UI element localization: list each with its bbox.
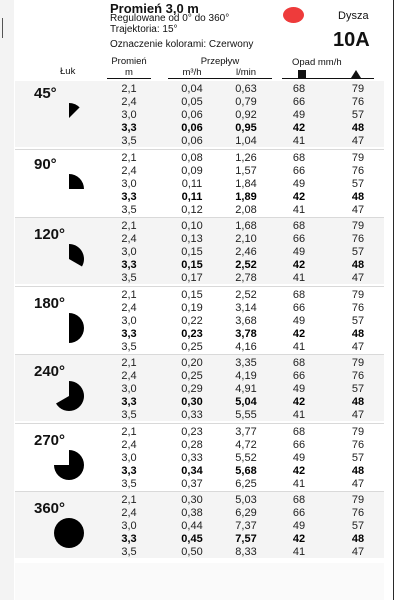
precipitation-column-header: Opad mm/h [292, 57, 342, 68]
flow-lmin-cell: 2,78 [235, 272, 257, 284]
flow-m3h-cell: 0,22 [181, 315, 203, 327]
flow-m3h-cell: 0,50 [181, 546, 203, 558]
flow-lmin-cell: 2,10 [235, 233, 257, 245]
precip-square-cell: 41 [292, 135, 306, 147]
precip-square-cell: 68 [292, 289, 306, 301]
radius-cell: 2,4 [121, 302, 137, 314]
precip-square-cell: 42 [292, 465, 306, 477]
radius-cell: 3,5 [121, 409, 137, 421]
arc-sector-graphic [52, 379, 86, 413]
flow-lmin-cell: 8,33 [235, 546, 257, 558]
square-icon [298, 70, 306, 78]
precip-triangle-cell: 79 [351, 152, 365, 164]
radius-cell: 3,3 [121, 122, 137, 134]
radius-cell: 3,0 [121, 520, 137, 532]
radius-header-rule [107, 78, 151, 79]
precip-square-cell: 66 [292, 507, 306, 519]
flow-lmin-cell: 3,77 [235, 426, 257, 438]
flow-lmin-cell: 6,25 [235, 478, 257, 490]
precip-square-cell: 66 [292, 439, 306, 451]
arc-column-header: Łuk [60, 66, 76, 77]
precip-triangle-cell: 48 [351, 533, 365, 545]
arc-label: 90° [34, 156, 57, 173]
precip-triangle-cell: 48 [351, 191, 365, 203]
radius-cell: 2,1 [121, 426, 137, 438]
precip-square-cell: 42 [292, 122, 306, 134]
precip-square-cell: 41 [292, 272, 306, 284]
precip-square-cell: 42 [292, 191, 306, 203]
precip-triangle-cell: 48 [351, 122, 365, 134]
precip-triangle-cell: 47 [351, 272, 365, 284]
flow-lmin-cell: 5,55 [235, 409, 257, 421]
arc-sector-shape [54, 518, 84, 548]
radius-cell: 3,5 [121, 135, 137, 147]
radius-cell: 3,5 [121, 204, 137, 216]
precip-triangle-cell: 79 [351, 83, 365, 95]
radius-cell: 3,0 [121, 383, 137, 395]
radius-cell: 3,3 [121, 328, 137, 340]
radius-cell: 3,0 [121, 315, 137, 327]
arc-sector-graphic [52, 516, 86, 550]
flow-lmin-cell: 4,72 [235, 439, 257, 451]
precip-triangle-cell: 48 [351, 396, 365, 408]
arc-label: 180° [34, 295, 66, 312]
flow-lmin-cell: 3,68 [235, 315, 257, 327]
precip-triangle-cell: 76 [351, 96, 365, 108]
precip-triangle-cell: 57 [351, 246, 365, 258]
precip-square-cell: 68 [292, 357, 306, 369]
arc-45-icon [52, 101, 86, 135]
precip-triangle-cell: 76 [351, 233, 365, 245]
precip-triangle-cell: 48 [351, 259, 365, 271]
flow-lmin-unit: l/min [235, 67, 257, 78]
precip-triangle-cell: 76 [351, 370, 365, 382]
precip-square-cell: 68 [292, 220, 306, 232]
radius-cell: 2,1 [121, 494, 137, 506]
radius-cell: 3,0 [121, 109, 137, 121]
flow-m3h-cell: 0,05 [181, 96, 203, 108]
precip-square-cell: 68 [292, 152, 306, 164]
left-margin-mark [2, 18, 8, 38]
arc-sector-graphic [52, 101, 86, 135]
flow-lmin-cell: 5,03 [235, 494, 257, 506]
precip-triangle-cell: 79 [351, 220, 365, 232]
flow-m3h-cell: 0,06 [181, 135, 203, 147]
section-divider [15, 491, 384, 492]
arc-label: 360° [34, 500, 66, 517]
flow-m3h-unit: m³/h [182, 67, 202, 78]
precip-square-cell: 68 [292, 83, 306, 95]
radius-cell: 3,3 [121, 465, 137, 477]
section-divider [15, 423, 384, 424]
section-divider [15, 149, 384, 150]
flow-m3h-cell: 0,11 [181, 178, 203, 190]
flow-m3h-cell: 0,30 [181, 494, 203, 506]
flow-lmin-cell: 1,89 [235, 191, 257, 203]
flow-lmin-cell: 1,26 [235, 152, 257, 164]
flow-m3h-cell: 0,11 [181, 191, 203, 203]
flow-lmin-cell: 2,46 [235, 246, 257, 258]
arc-270-icon [52, 448, 86, 482]
precip-triangle-cell: 47 [351, 135, 365, 147]
section-divider [15, 217, 384, 218]
precip-square-cell: 49 [292, 452, 306, 464]
flow-m3h-cell: 0,37 [181, 478, 203, 490]
flow-lmin-cell: 1,04 [235, 135, 257, 147]
flow-lmin-cell: 2,52 [235, 259, 257, 271]
arc-90-icon [52, 172, 86, 206]
flow-column-header: Przepływ [200, 56, 240, 67]
flow-lmin-cell: 7,57 [235, 533, 257, 545]
precip-triangle-cell: 79 [351, 289, 365, 301]
precip-square-cell: 49 [292, 520, 306, 532]
radius-cell: 3,0 [121, 178, 137, 190]
precip-triangle-cell: 57 [351, 178, 365, 190]
precip-square-cell: 49 [292, 246, 306, 258]
flow-lmin-cell: 3,78 [235, 328, 257, 340]
radius-cell: 3,5 [121, 546, 137, 558]
precip-triangle-cell: 48 [351, 328, 365, 340]
precip-square-cell: 41 [292, 409, 306, 421]
flow-m3h-cell: 0,17 [181, 272, 203, 284]
precip-triangle-cell: 76 [351, 439, 365, 451]
precip-square-cell: 49 [292, 109, 306, 121]
left-margin-strip [0, 0, 14, 600]
flow-lmin-cell: 2,52 [235, 289, 257, 301]
color-coding-text: Oznaczenie kolorami: Czerwony [110, 39, 254, 50]
precip-triangle-cell: 76 [351, 302, 365, 314]
flow-lmin-cell: 0,92 [235, 109, 257, 121]
flow-m3h-cell: 0,30 [181, 396, 203, 408]
radius-unit: m [125, 67, 133, 78]
precip-triangle-cell: 57 [351, 520, 365, 532]
precip-triangle-cell: 47 [351, 546, 365, 558]
flow-m3h-cell: 0,15 [181, 259, 203, 271]
precip-square-cell: 41 [292, 204, 306, 216]
flow-m3h-cell: 0,44 [181, 520, 203, 532]
flow-m3h-cell: 0,34 [181, 465, 203, 477]
flow-lmin-cell: 5,52 [235, 452, 257, 464]
flow-lmin-cell: 1,57 [235, 165, 257, 177]
flow-lmin-cell: 0,63 [235, 83, 257, 95]
precip-square-cell: 66 [292, 233, 306, 245]
radius-cell: 3,3 [121, 533, 137, 545]
flow-m3h-cell: 0,29 [181, 383, 203, 395]
precip-triangle-cell: 47 [351, 204, 365, 216]
flow-m3h-cell: 0,09 [181, 165, 203, 177]
precip-square-cell: 49 [292, 178, 306, 190]
arc-sector-shape [69, 244, 84, 267]
flow-m3h-cell: 0,38 [181, 507, 203, 519]
arc-label: 45° [34, 85, 57, 102]
precip-square-cell: 66 [292, 370, 306, 382]
precip-triangle-cell: 47 [351, 341, 365, 353]
precip-square-cell: 42 [292, 396, 306, 408]
flow-m3h-cell: 0,19 [181, 302, 203, 314]
radius-cell: 2,1 [121, 220, 137, 232]
flow-lmin-cell: 1,84 [235, 178, 257, 190]
flow-lmin-cell: 4,91 [235, 383, 257, 395]
flow-m3h-cell: 0,45 [181, 533, 203, 545]
flow-lmin-cell: 2,08 [235, 204, 257, 216]
flow-lmin-cell: 3,14 [235, 302, 257, 314]
right-edge-line [393, 0, 394, 600]
precip-triangle-cell: 79 [351, 494, 365, 506]
precip-triangle-cell: 48 [351, 465, 365, 477]
flow-m3h-cell: 0,25 [181, 370, 203, 382]
flow-header-rule [168, 78, 272, 79]
trajectory-text: Trajektoria: 15° [110, 24, 178, 35]
arc-180-icon [52, 311, 86, 345]
radius-column-header: Promień [111, 56, 147, 67]
precipitation-header-rule [282, 78, 374, 79]
arc-120-icon [52, 242, 86, 276]
precip-triangle-cell: 47 [351, 478, 365, 490]
nozzle-label: Dysza [338, 10, 369, 22]
precip-triangle-cell: 57 [351, 383, 365, 395]
flow-m3h-cell: 0,06 [181, 109, 203, 121]
arc-sector-shape [54, 450, 84, 480]
radius-cell: 3,5 [121, 478, 137, 490]
section-divider [15, 354, 384, 355]
arc-sector-graphic [52, 172, 86, 206]
arc-sector-shape [56, 381, 84, 411]
arc-sector-shape [69, 103, 80, 118]
precip-square-cell: 42 [292, 328, 306, 340]
color-swatch-dot [283, 7, 304, 23]
precip-square-cell: 68 [292, 494, 306, 506]
radius-cell: 2,1 [121, 357, 137, 369]
precip-square-cell: 41 [292, 341, 306, 353]
flow-m3h-cell: 0,33 [181, 409, 203, 421]
precip-triangle-cell: 79 [351, 357, 365, 369]
radius-cell: 3,0 [121, 246, 137, 258]
arc-240-icon [52, 379, 86, 413]
flow-m3h-cell: 0,13 [181, 233, 203, 245]
radius-cell: 2,4 [121, 439, 137, 451]
radius-cell: 2,4 [121, 96, 137, 108]
flow-lmin-cell: 4,16 [235, 341, 257, 353]
radius-cell: 2,1 [121, 152, 137, 164]
radius-cell: 2,4 [121, 370, 137, 382]
flow-lmin-cell: 5,68 [235, 465, 257, 477]
arc-sector-graphic [52, 311, 86, 345]
flow-lmin-cell: 4,19 [235, 370, 257, 382]
flow-lmin-cell: 0,95 [235, 122, 257, 134]
radius-cell: 3,3 [121, 396, 137, 408]
triangle-icon [351, 70, 361, 78]
precip-square-cell: 66 [292, 96, 306, 108]
arc-label: 120° [34, 226, 66, 243]
flow-lmin-cell: 1,68 [235, 220, 257, 232]
arc-360-icon [52, 516, 86, 550]
precip-triangle-cell: 57 [351, 315, 365, 327]
radius-cell: 3,0 [121, 452, 137, 464]
flow-lmin-cell: 6,29 [235, 507, 257, 519]
flow-m3h-cell: 0,15 [181, 289, 203, 301]
arc-sector-graphic [52, 242, 86, 276]
precip-triangle-cell: 76 [351, 165, 365, 177]
precip-square-cell: 68 [292, 426, 306, 438]
precip-triangle-cell: 57 [351, 109, 365, 121]
precip-triangle-cell: 47 [351, 409, 365, 421]
precip-square-cell: 41 [292, 546, 306, 558]
radius-cell: 2,1 [121, 83, 137, 95]
arc-sector-shape [69, 313, 84, 343]
precip-square-cell: 42 [292, 259, 306, 271]
radius-cell: 3,5 [121, 272, 137, 284]
nozzle-id: 10A [333, 29, 370, 51]
radius-cell: 3,3 [121, 259, 137, 271]
precip-square-cell: 49 [292, 315, 306, 327]
flow-m3h-cell: 0,12 [181, 204, 203, 216]
flow-m3h-cell: 0,23 [181, 328, 203, 340]
flow-m3h-cell: 0,25 [181, 341, 203, 353]
arc-label: 240° [34, 363, 66, 380]
flow-m3h-cell: 0,06 [181, 122, 203, 134]
bottom-margin [15, 563, 384, 600]
precip-triangle-cell: 76 [351, 507, 365, 519]
arc-label: 270° [34, 432, 66, 449]
arc-sector-shape [69, 174, 84, 189]
flow-m3h-cell: 0,33 [181, 452, 203, 464]
page-title: Promień 3,0 m [110, 1, 199, 16]
flow-m3h-cell: 0,04 [181, 83, 203, 95]
flow-lmin-cell: 3,35 [235, 357, 257, 369]
flow-lmin-cell: 0,79 [235, 96, 257, 108]
precip-triangle-cell: 57 [351, 452, 365, 464]
flow-m3h-cell: 0,20 [181, 357, 203, 369]
flow-lmin-cell: 7,37 [235, 520, 257, 532]
precip-square-cell: 41 [292, 478, 306, 490]
precip-triangle-cell: 79 [351, 426, 365, 438]
flow-m3h-cell: 0,15 [181, 246, 203, 258]
section-divider [15, 286, 384, 287]
radius-cell: 2,1 [121, 289, 137, 301]
flow-m3h-cell: 0,10 [181, 220, 203, 232]
precip-square-cell: 49 [292, 383, 306, 395]
regulation-range: Regulowane od 0° do 360° [110, 13, 230, 24]
radius-cell: 2,4 [121, 507, 137, 519]
arc-sector-graphic [52, 448, 86, 482]
flow-m3h-cell: 0,08 [181, 152, 203, 164]
flow-lmin-cell: 5,04 [235, 396, 257, 408]
precip-square-cell: 66 [292, 302, 306, 314]
flow-m3h-cell: 0,28 [181, 439, 203, 451]
precip-square-cell: 66 [292, 165, 306, 177]
radius-cell: 2,4 [121, 165, 137, 177]
radius-cell: 3,3 [121, 191, 137, 203]
flow-m3h-cell: 0,23 [181, 426, 203, 438]
precip-square-cell: 42 [292, 533, 306, 545]
radius-cell: 2,4 [121, 233, 137, 245]
radius-cell: 3,5 [121, 341, 137, 353]
